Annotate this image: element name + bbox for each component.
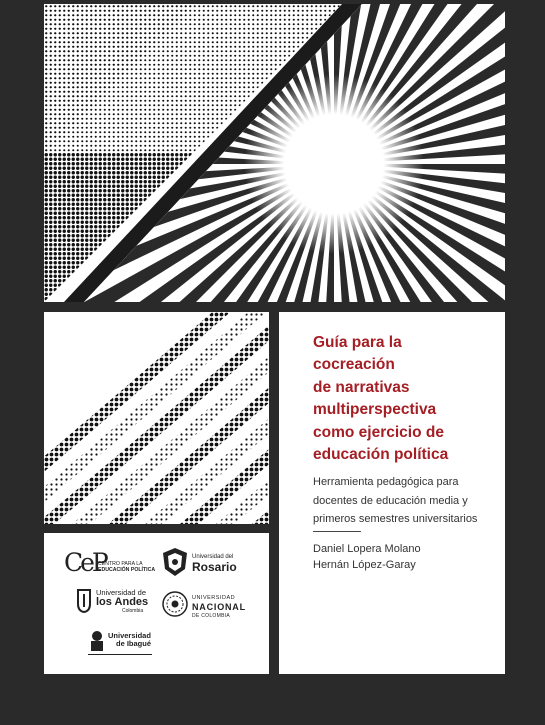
cep-logo (64, 548, 154, 578)
cover-illustration-top (44, 4, 505, 302)
ibague-logo-line1: Universidad (108, 631, 151, 640)
cep-logo-line2: EDUCACIÓN POLÍTICA (98, 566, 156, 573)
book-title-line: cocreación (313, 356, 395, 374)
institution-logos (44, 533, 269, 674)
book-title-line: Guía para la (313, 334, 402, 351)
nacional-seal-icon (162, 589, 188, 619)
rosario-logo (162, 547, 262, 579)
andes-crest-icon (76, 589, 92, 613)
book-subtitle-line: primeros semestres universitarios (313, 513, 478, 525)
nacional-logo-line3: DE COLOMBIA (192, 613, 231, 619)
andes-logo (76, 589, 161, 619)
ibague-crest-icon (88, 630, 106, 652)
cover-title-panel (279, 312, 505, 674)
cep-logo-mark: CeP (64, 548, 106, 577)
andes-logo-line3: Colombia (122, 608, 144, 614)
andes-logo-line2: los Andes (96, 596, 149, 608)
book-subtitle-line: docentes de educación media y (313, 494, 468, 507)
book-subtitle-line: Herramienta pedagógica para (313, 476, 459, 488)
nacional-logo (162, 589, 262, 621)
ibague-logo-line2: de Ibagué (116, 639, 152, 648)
authors (313, 542, 498, 573)
nacional-logo-line2: NACIONAL (192, 602, 246, 612)
sunburst-illustration (44, 4, 505, 302)
divider (313, 531, 361, 532)
book-subtitle (313, 473, 498, 529)
cover-illustration-halftone (44, 312, 269, 524)
author-name: Hernán López-Garay (313, 558, 416, 571)
ibague-logo (88, 630, 178, 660)
cep-logo-line1: CENTRO PARA LA (98, 561, 143, 567)
nacional-logo-line1: UNIVERSIDAD (192, 595, 236, 601)
rosario-logo-line1: Universidad del (192, 554, 234, 560)
rosario-logo-line2: Rosario (192, 560, 237, 574)
book-title-line: multiperspectiva (313, 401, 437, 419)
book-title-line: educación política (313, 446, 449, 464)
book-title-line: como ejercicio de (313, 423, 444, 441)
book-title (313, 332, 498, 466)
andes-logo-line1: Universidad de (96, 588, 147, 597)
book-title-line: de narrativas (313, 378, 410, 396)
rosario-crest-icon (162, 547, 188, 577)
author-name: Daniel Lopera Molano (313, 543, 421, 555)
halftone-stripes (44, 312, 269, 524)
